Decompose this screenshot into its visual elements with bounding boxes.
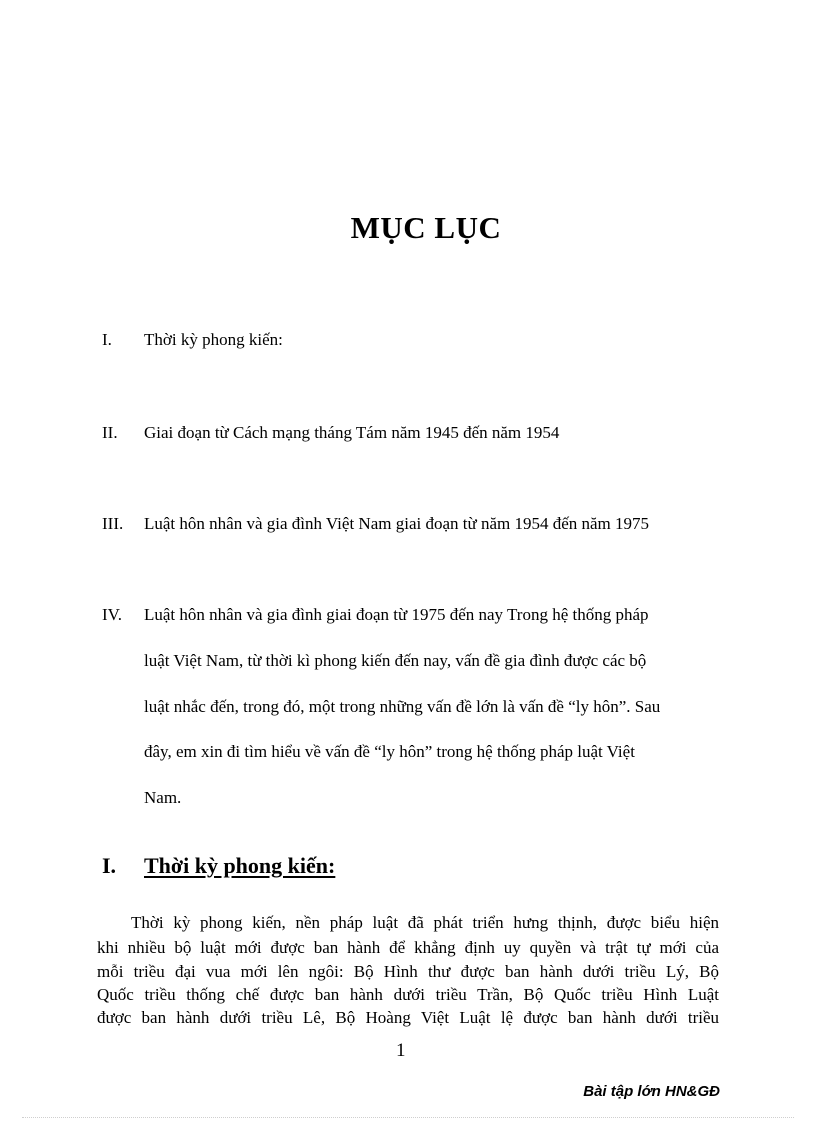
body-line: khi nhiều bộ luật mới được ban hành để khẳng định uy quyền và trật tự mới của <box>97 938 719 957</box>
toc-item-number: I. <box>102 330 112 349</box>
toc-item-text: Giai đoạn từ Cách mạng tháng Tám năm 1945 đến năm 1954 <box>144 423 560 442</box>
toc-item-number: IV. <box>102 605 122 624</box>
toc-item-text: Thời kỳ phong kiến: <box>144 330 283 349</box>
toc-item-number: III. <box>102 514 124 533</box>
body-line: Quốc triều thống chế được ban hành dưới triều Trần, Bộ Quốc triều Hình Luật <box>97 985 719 1004</box>
toc-continuation-line: đây, em xin đi tìm hiểu về vấn đề “ly hôn” trong hệ thống pháp luật Việt <box>144 742 635 761</box>
toc-continuation-line: luật Việt Nam, từ thời kì phong kiến đến nay, vấn đề gia đình được các bộ <box>144 651 647 670</box>
page-number: 1 <box>396 1040 406 1061</box>
section-number: I. <box>102 853 117 878</box>
toc-item-number: II. <box>102 423 118 442</box>
footer-label: Bài tập lớn HN&GĐ <box>583 1083 720 1100</box>
toc-item-text: Luật hôn nhân và gia đình Việt Nam giai đoạn từ năm 1954 đến năm 1975 <box>144 514 650 533</box>
toc-continuation-line: luật nhắc đến, trong đó, một trong những vấn đề lớn là vấn đề “ly hôn”. Sau <box>144 697 661 716</box>
toc-continuation-line: Nam. <box>144 788 182 807</box>
toc-item-text: Luật hôn nhân và gia đình giai đoạn từ 1975 đến nay Trong hệ thống pháp <box>144 605 649 624</box>
section-title: Thời kỳ phong kiến: <box>144 853 336 878</box>
body-line: mỗi triều đại vua mới lên ngôi: Bộ Hình thư được ban hành dưới triều Lý, Bộ <box>97 962 719 981</box>
page-title: MỤC LỤC <box>350 210 502 245</box>
footer-divider <box>22 1117 794 1118</box>
body-line: được ban hành dưới triều Lê, Bộ Hoàng Việt Luật lệ được ban hành dưới triều <box>97 1008 719 1027</box>
body-line: Thời kỳ phong kiến, nền pháp luật đã phát triển hưng thịnh, được biểu hiện <box>131 913 719 932</box>
